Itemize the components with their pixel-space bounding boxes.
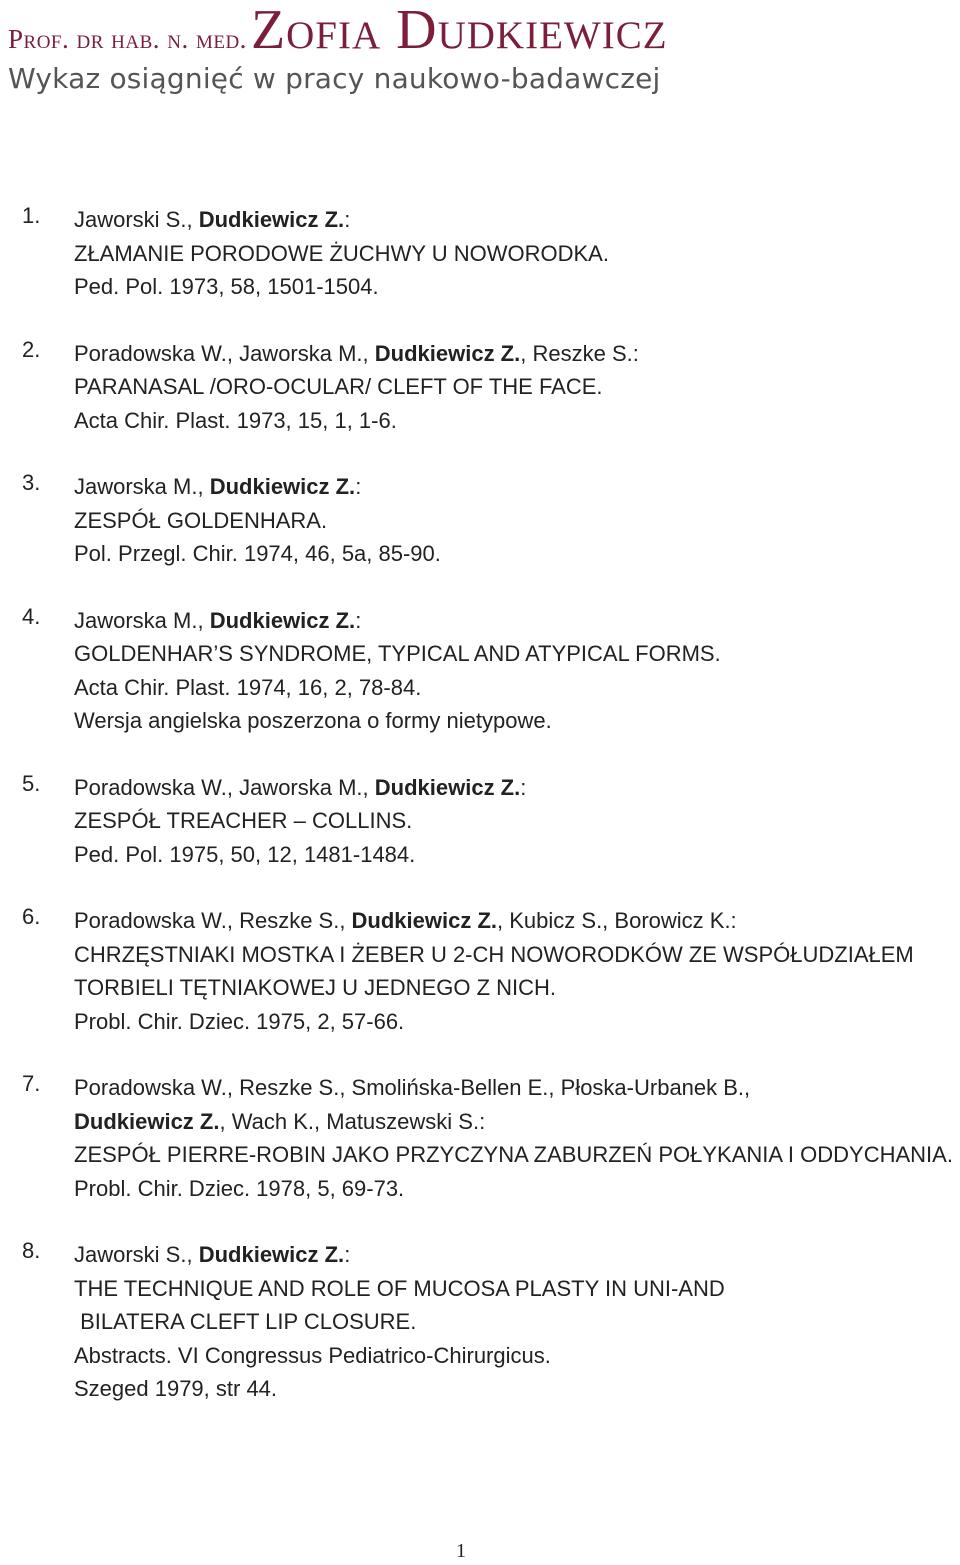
authors-text: Jaworska M., [74,607,210,633]
authors-text: , Kubicz S., Borowicz K.: [497,908,737,933]
entry-number: 7. [22,1071,41,1096]
authors-text: Poradowska W., Jaworska M., [74,774,375,800]
entry-title: CHRZĘSTNIAKI MOSTKA I ŻEBER U 2-CH NOWORODKÓW ZE WSPÓŁUDZIAŁEM [74,941,914,967]
entry-citation: Probl. Chir. Dziec. 1975, 2, 57-66. [74,1008,405,1034]
entry-authors [74,1071,958,1105]
entry-authors [74,203,958,237]
highlighted-author: Dudkiewicz Z. [198,1242,345,1267]
entry-citation: Acta Chir. Plast. 1973, 15, 1, 1-6. [74,407,397,433]
entry-number: 5. [22,770,41,796]
entry-title: THE TECHNIQUE AND ROLE OF MUCOSA PLASTY IN UNI-AND [74,1275,725,1301]
authors-text: : [520,774,527,800]
entry-body [74,771,958,872]
entry-citation: BILATERA CLEFT LIP CLOSURE. [74,1309,417,1334]
entry-citation: Ped. Pol. 1975, 50, 12, 1481-1484. [74,841,416,867]
entry-number: 4. [22,603,41,629]
publication-list [22,203,958,1439]
authors-text: : [355,607,362,633]
entry-title: GOLDENHAR’S SYNDROME, TYPICAL AND ATYPICAL FORMS. [74,641,721,666]
entry-body [74,470,958,571]
authors-text: : [355,474,362,499]
highlighted-author: Dudkiewicz Z. [209,474,356,499]
entry-citation: Wersja angielska poszerzona o formy nietypowe. [74,708,552,733]
entry-citation: Abstracts. VI Congressus Pediatrico-Chirurgicus. [74,1342,551,1368]
authors-text: Jaworska M., [74,474,210,499]
entry-citation: TORBIELI TĘTNIAKOWEJ U JEDNEGO Z NICH. [74,975,557,1000]
entry-title: ZESPÓŁ TREACHER – COLLINS. [74,808,413,833]
academic-title: Prof. dr hab. n. med. [8,24,247,54]
authors-text: Poradowska W., Reszke S., [74,908,352,933]
highlighted-author: Dudkiewicz Z. [374,340,521,366]
authors-text: Jaworski S., [74,207,199,232]
entry-body [74,203,958,304]
entry-title: ZESPÓŁ PIERRE-ROBIN JAKO PRZYCZYNA ZABURZEŃ POŁYKANIA I ODDYCHANIA. [74,1142,953,1167]
authors-text: : [344,207,351,232]
author-title [8,0,668,61]
publication-entry [22,771,958,872]
authors-text: , Reszke S.: [520,340,639,366]
entry-authors [74,1105,958,1139]
entry-authors [74,771,958,805]
authors-text: Poradowska W., Jaworska M., [74,340,375,366]
entry-number: 1. [22,203,41,228]
publication-entry [22,1238,958,1406]
entry-title: ZESPÓŁ GOLDENHARA. [74,507,328,533]
authors-text: Poradowska W., Reszke S., Smolińska-Bellen E., Płoska-Urbanek B., [74,1075,751,1100]
authors-text: Jaworski S., [74,1242,199,1267]
entry-number: 3. [22,470,41,495]
entry-body [74,604,958,738]
highlighted-author: Dudkiewicz Z. [74,1108,220,1134]
page-number: 1 [456,1540,466,1562]
entry-title: ZŁAMANIE PORODOWE ŻUCHWY U NOWORODKA. [74,240,609,266]
authors-text: , Wach K., Matuszewski S.: [219,1108,486,1134]
entry-body [74,1238,958,1406]
entry-citation: Ped. Pol. 1973, 58, 1501-1504. [74,274,379,299]
publication-entry [22,337,958,438]
highlighted-author: Dudkiewicz Z. [351,908,498,933]
entry-title: PARANASAL /ORO-OCULAR/ CLEFT OF THE FACE. [74,374,603,399]
highlighted-author: Dudkiewicz Z. [209,607,356,633]
entry-citation: Acta Chir. Plast. 1974, 16, 2, 78-84. [74,674,422,700]
entry-number: 2. [22,336,41,362]
document-subtitle: Wykaz osiągnięć w pracy naukowo-badawczej [8,62,661,95]
entry-authors [74,604,958,638]
entry-authors [74,1238,958,1272]
highlighted-author: Dudkiewicz Z. [374,774,521,800]
entry-citation: Pol. Przegl. Chir. 1974, 46, 5a, 85-90. [74,541,441,566]
entry-number: 8. [22,1238,41,1263]
entry-citation: Probl. Chir. Dziec. 1978, 5, 69-73. [74,1175,405,1201]
entry-body [74,337,958,438]
entry-authors [74,904,958,938]
entry-body [74,904,958,1038]
entry-body [74,1071,958,1205]
entry-authors [74,337,958,371]
author-name: Zofia Dudkiewicz [250,0,668,61]
entry-number: 6. [22,904,41,929]
highlighted-author: Dudkiewicz Z. [198,207,345,232]
publication-entry [22,1071,958,1205]
authors-text: : [344,1242,351,1267]
entry-citation: Szeged 1979, str 44. [74,1376,278,1401]
publication-entry [22,203,958,304]
publication-entry [22,470,958,571]
publication-entry [22,904,958,1038]
publication-entry [22,604,958,738]
entry-authors [74,470,958,504]
